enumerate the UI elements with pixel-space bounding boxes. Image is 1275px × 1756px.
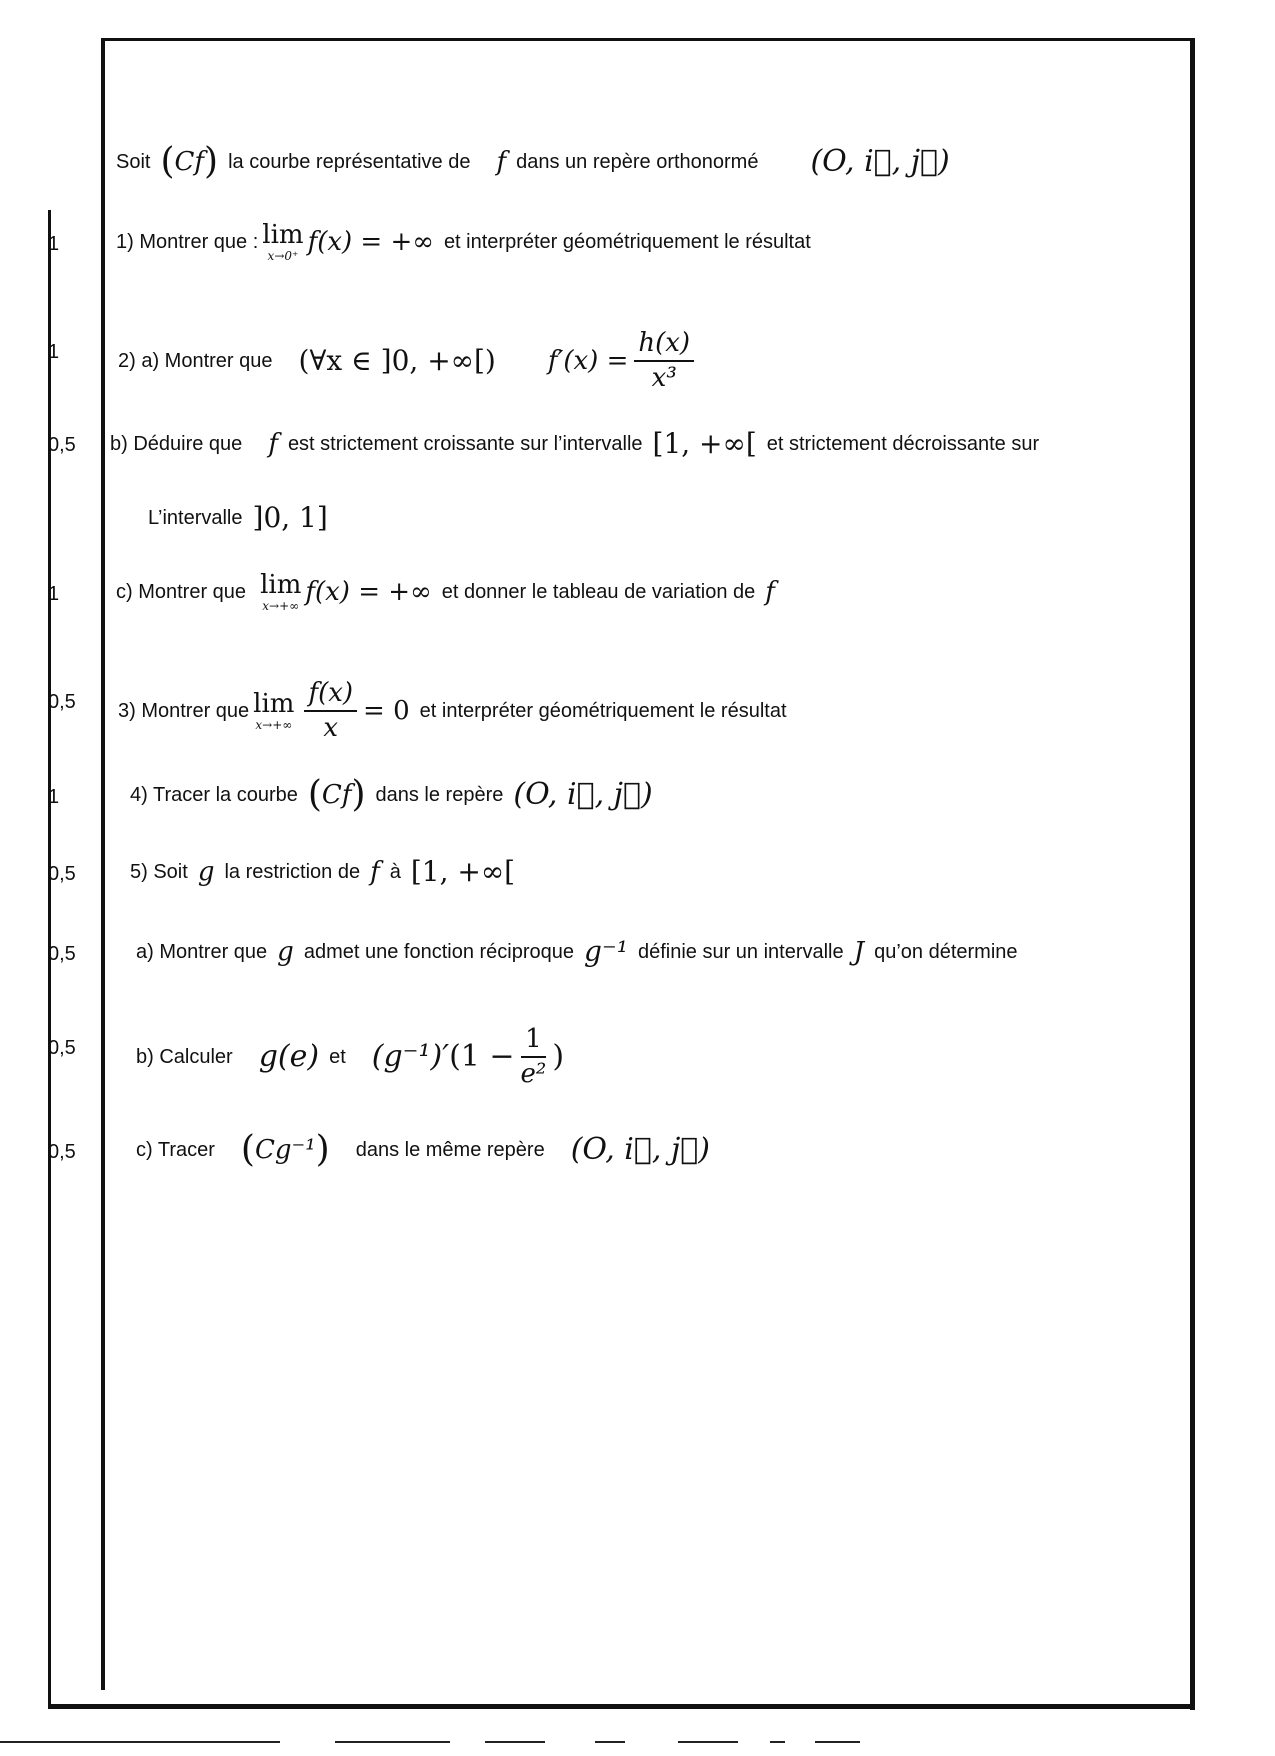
points-q4: 1 xyxy=(48,786,60,808)
q3-denominator: x xyxy=(323,713,339,744)
q2a-lhs: f′(x) = xyxy=(547,346,629,377)
q2b-interval2: ]0, 1] xyxy=(252,501,328,534)
points-q2b: 0,5 xyxy=(48,434,76,456)
q2b-interval1: [1, +∞[ xyxy=(652,427,757,460)
frame-top-border xyxy=(101,38,1193,41)
points-q1: 1 xyxy=(48,233,60,255)
curve-subscript: f xyxy=(194,147,205,177)
q3-numerator: f(x) xyxy=(304,680,357,712)
q5b-label: b) Calculer xyxy=(136,1046,233,1069)
q2c-tail: et donner le tableau de variation de xyxy=(441,581,756,603)
q5b-et: et xyxy=(329,1046,346,1069)
curve-symbol: C xyxy=(174,147,195,177)
q5c-label: c) Tracer xyxy=(136,1139,215,1161)
q2b-line2 xyxy=(148,498,328,538)
points-q2a: 1 xyxy=(48,341,60,363)
bottom-dash xyxy=(815,1741,860,1743)
q4-curve-subscript: f xyxy=(341,780,352,810)
q2c-limit: lim x→+∞ xyxy=(260,570,302,613)
q5a-func-g: g xyxy=(277,937,294,967)
q5b-denominator: e² xyxy=(520,1059,547,1090)
q5b-expr1: g(e) xyxy=(258,1039,320,1075)
frame-inner-left-border xyxy=(101,40,105,1690)
q1-line xyxy=(116,222,811,262)
q5-label: 5) Soit xyxy=(130,861,188,883)
q5b-expr2: (g⁻¹)′ xyxy=(371,1039,450,1075)
q2b-label: b) Déduire que xyxy=(110,433,243,455)
bottom-dash xyxy=(678,1741,738,1743)
bottom-dash xyxy=(595,1741,625,1743)
frame-right-border xyxy=(1190,38,1195,1710)
q3-limit: lim x→+∞ xyxy=(253,689,295,733)
q2b-line2-label: L’intervalle xyxy=(148,507,243,529)
q4-repere: (O, i⃗, j⃗) xyxy=(513,777,653,812)
q5b-paren-close: ) xyxy=(552,1039,565,1075)
points-q5a: 0,5 xyxy=(48,943,76,965)
bottom-dash xyxy=(0,1741,280,1743)
frame-bottom-border xyxy=(48,1704,1195,1709)
points-q5: 0,5 xyxy=(48,863,76,885)
q2b-mid: est strictement croissante sur l’intervalle xyxy=(287,433,643,455)
q5a-end: qu’on détermine xyxy=(874,941,1018,963)
q2a-fraction xyxy=(634,330,694,393)
q5a-line xyxy=(136,932,1018,972)
q2a-numerator: h(x) xyxy=(634,330,694,362)
intro-repere-text: dans un repère orthonormé xyxy=(516,151,759,173)
q5b-paren-open: (1 − xyxy=(449,1039,515,1075)
intro-soit: Soit xyxy=(116,151,151,173)
q5c-mid: dans le même repère xyxy=(355,1139,545,1161)
q1-limit: lim x→0⁺ xyxy=(262,220,304,263)
q5b-line xyxy=(136,1026,564,1089)
q4-line: 4) Tracer la courbe ( C f ) dans le repère (O, i⃗, j⃗) xyxy=(130,774,653,815)
q5c-curve-subscript: g⁻¹ xyxy=(274,1135,316,1165)
q2a-line xyxy=(118,330,700,393)
bottom-dash xyxy=(335,1741,450,1743)
q5-func-g: g xyxy=(197,857,215,887)
q5a-tail: définie sur un intervalle xyxy=(637,941,844,963)
q5c-line: c) Tracer ( C g⁻¹ ) dans le même repère (O, i⃗, j⃗) xyxy=(136,1129,710,1170)
q4-curve-symbol: C xyxy=(321,780,342,810)
q4-mid: dans le repère xyxy=(375,784,504,806)
q5a-set: J xyxy=(853,937,865,967)
intro-line: Soit ( C f ) la courbe représentative de f dans un repère orthonormé (O, i⃗, j⃗) xyxy=(116,141,950,182)
q5-a: à xyxy=(389,861,401,883)
q3-line xyxy=(118,680,787,743)
points-q5c: 0,5 xyxy=(48,1141,76,1163)
q5-func-f: f xyxy=(370,857,380,887)
q2c-expression: f(x) = +∞ xyxy=(305,577,432,607)
q3-rhs: = 0 xyxy=(363,696,410,727)
points-q5b: 0,5 xyxy=(48,1037,76,1059)
q5a-inverse: g⁻¹ xyxy=(584,935,628,968)
q5a-label: a) Montrer que xyxy=(136,941,268,963)
q2a-label: 2) a) Montrer que xyxy=(118,350,273,373)
points-q3: 0,5 xyxy=(48,691,76,713)
q2a-quantifier: (∀x ∈ ]0, +∞[) xyxy=(298,344,496,378)
q1-expression: f(x) = +∞ xyxy=(307,227,434,257)
q2a-denominator: x³ xyxy=(651,363,677,394)
intro-repere: (O, i⃗, j⃗) xyxy=(810,144,950,179)
q5b-numerator: 1 xyxy=(521,1026,546,1058)
q3-tail: et interpréter géométriquement le résultat xyxy=(419,700,787,723)
bottom-dash xyxy=(770,1741,785,1743)
q4-label: 4) Tracer la courbe xyxy=(130,784,298,806)
intro-func: f xyxy=(496,147,507,177)
q5-line xyxy=(130,852,515,892)
q2b-line xyxy=(110,424,1039,464)
q5-interval: [1, +∞[ xyxy=(410,855,516,888)
points-q2c: 1 xyxy=(48,583,60,605)
q3-fraction xyxy=(304,680,357,743)
q5b-fraction xyxy=(521,1026,547,1089)
q2c-line xyxy=(116,572,775,612)
q1-label: 1) Montrer que : xyxy=(116,231,259,253)
q5c-repere: (O, i⃗, j⃗) xyxy=(570,1132,710,1167)
q2c-label: c) Montrer que xyxy=(116,581,247,603)
q2b-func: f xyxy=(268,429,278,459)
q5c-curve-symbol: C xyxy=(254,1135,275,1165)
q2b-tail: et strictement décroissante sur xyxy=(766,433,1040,455)
bottom-dash xyxy=(485,1741,545,1743)
q2c-func: f xyxy=(765,577,775,607)
q3-label: 3) Montrer que xyxy=(118,700,250,723)
q5-mid: la restriction de xyxy=(224,861,361,883)
intro-courbe-text: la courbe représentative de xyxy=(228,151,471,173)
q1-tail: et interpréter géométriquement le résultat xyxy=(443,231,811,253)
q5a-mid: admet une fonction réciproque xyxy=(303,941,575,963)
